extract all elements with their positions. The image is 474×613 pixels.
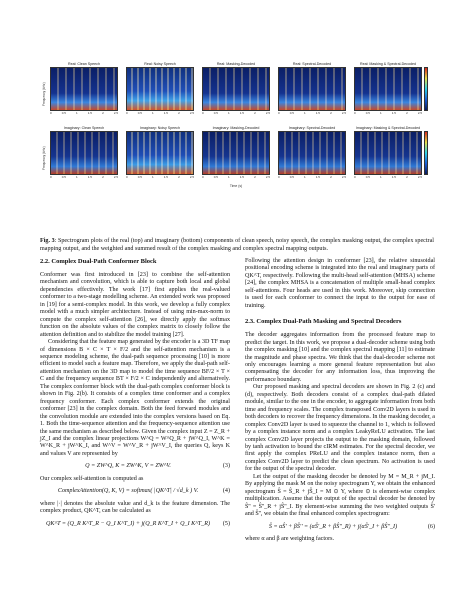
panel-title: Real: Masking & Spectral-Decoded [360, 62, 416, 66]
paragraph: The decoder aggregates information from the processed feature map to predict the target. In this work, we propose a dual-decoder scheme using both the complex masking [10] and the complex spectral mapping [11] to estimate the magnitude and phase spectra. We think that the dual-decoder scheme not only encourages learning a more general feature representation but also compensating the decoder for any information loss, thus improving the performance boundary. [245, 332, 435, 383]
x-tick-label: 1 [76, 175, 78, 179]
spectrogram-panel [278, 126, 346, 180]
colorbar [424, 67, 428, 111]
x-tick-label: 1 [380, 111, 382, 115]
paragraph: Following the attention design in conformer [23], the relative sinusoidal positional encoding scheme is integrated into the real and imaginary parts of QK^T, respectively. Following the multi-head self-attention (MHSA) scheme [24], the complex MHSA is a concatenation of multiple small-head complex self-attentions. Four heads are used in this work. Moreover, skip connection is used for each conformer to connect the input to the output for ease of training. [245, 258, 435, 309]
panel-title: Imaginary: Clean Speech [63, 126, 105, 130]
x-tick-label: 0 [126, 175, 128, 179]
x-tick-label: 1.5 [239, 111, 244, 115]
x-tick-label: 0 [278, 175, 280, 179]
panel-title: Real: Clean Speech [68, 62, 100, 66]
x-tick-label: 2.5 [189, 175, 194, 179]
colorbar [424, 131, 428, 175]
x-tick-row [126, 111, 194, 116]
left-column [40, 258, 230, 533]
x-tick-label: 2 [406, 175, 408, 179]
spectrogram-image [278, 131, 346, 175]
x-tick-label: 2.5 [265, 111, 270, 115]
figure-caption [40, 238, 434, 253]
x-tick-label: 0 [354, 111, 356, 115]
x-tick-label: 0.5 [137, 175, 142, 179]
x-tick-row [354, 111, 422, 116]
x-axis-label: Time (s) [229, 184, 243, 188]
x-tick-label: 2.5 [265, 175, 270, 179]
x-tick-label: 2 [102, 175, 104, 179]
spectrogram-panel [126, 126, 194, 180]
x-tick-label: 1 [152, 175, 154, 179]
panel-title: Imaginary: Spectral-Decoded [288, 126, 336, 130]
section-heading: 2.2. Complex Dual-Path Conformer Block [40, 258, 157, 265]
spectrogram-panel [50, 126, 118, 180]
spectrogram-image [278, 67, 346, 111]
spectrogram-figure [40, 62, 434, 232]
equation-body: ComplexAttention(Q, K, V) = softmax( |QK^T| / √d_k ) V. [57, 488, 199, 495]
x-tick-row [278, 111, 346, 116]
paragraph: Let the output of the masking decoder be denoted by M = M_R + jM_I. By applying the mask M on the noisy spectrogram Y, we obtain the enhanced spectrogram Ŝ = Ŝ_R + jŜ_I = M ⊙ Y, where ⊙ is element-wise complex multiplication. Assume that the output of the spectral decoder be denoted by Ŝ'' = Ŝ''_R + jŜ''_I. By element-wise summing the two weighted outputs Ŝ' and Ŝ'', we obtain the final enhanced complex spectrogram: [245, 473, 435, 518]
x-tick-label: 2.5 [341, 175, 346, 179]
equation-number: (3) [222, 463, 230, 470]
x-tick-row [354, 175, 422, 180]
spectrogram-panel [202, 62, 270, 116]
right-column [245, 258, 435, 543]
x-tick-label: 1.5 [391, 175, 396, 179]
panel-title: Real: Spectral-Decoded [292, 62, 332, 66]
x-tick-label: 2.5 [417, 175, 422, 179]
y-axis-label: Frequency (kHz) [42, 146, 46, 170]
equation-number: (5) [222, 520, 230, 527]
section-heading: 2.3. Complex Dual-Path Masking and Spectral Decoders [245, 318, 402, 326]
equation-6 [245, 524, 435, 531]
x-tick-label: 1 [380, 175, 382, 179]
equation-number: (4) [222, 488, 230, 495]
spectrogram-panel [354, 62, 422, 116]
x-tick-label: 0.5 [289, 175, 294, 179]
panel-title: Imaginary: Masking-Decoded [212, 126, 260, 130]
x-tick-label: 1.5 [315, 111, 320, 115]
equation-body: Ŝ = αŜ' + βŜ'' = (αŜ'_R + βŜ''_R) + j(αŜ'_I + βŜ''_I) [268, 523, 398, 530]
caption-text: : Spectrogram plots of the real (top) and imaginary (bottom) components of clean speech, noisy speech, the complex masking output, the complex spectral mapping output, and the weighted and summed result of the complex masking and complex spectral mapping outputs. [40, 238, 434, 252]
spectrogram-image [126, 67, 194, 111]
x-tick-label: 1.5 [391, 111, 396, 115]
equation-body: Q = ZW^Q, K = ZW^K, V = ZW^V. [85, 463, 171, 470]
x-tick-label: 0 [202, 111, 204, 115]
x-tick-label: 0.5 [61, 175, 66, 179]
equation-body: QK^T = (Q_R K^T_R − Q_I K^T_I) + j(Q_R K^T_I + Q_I K^T_R) [46, 520, 210, 527]
paragraph: Considering that the feature map generated by the encoder is a 3D TF map of dimensions B × C × T × F/2 and the self-attention mechanism is a sequence modeling scheme, the dual-path sequence processing [10] is more efficient to model such a feature map. Therefore, we apply the dual-path self-attention mechanism on the 3D map to model the time sequence BF/2 × T × C and the frequency sequence BT × F/2 × C independently and alternatively. The complex conformer block with the dual-path complex conformer block is shown in Fig. 2(b). It consists of a complex time conformer and a complex frequency conformer. Each complex conformer extends the original conformer [23] in the complex domain. Both the feed forward modules and the convolution module are extended into the complex versions based on Eq. 1. Both the time-sequence attention and the frequency-sequence attention use the same mechanism as described below. Given the complex input Z = Z_R + jZ_I and the complex linear projections W^Q = W^Q_R + jW^Q_I, W^K = W^K_R + jW^K_I, and W^V = W^V_R + jW^V_I, the queries Q, keys K and values V are represented by [40, 339, 230, 457]
x-tick-label: 1.5 [315, 175, 320, 179]
spectrogram-panel [354, 126, 422, 180]
spectrogram-image [50, 131, 118, 175]
x-tick-label: 1.5 [163, 175, 168, 179]
x-tick-label: 1.5 [87, 111, 92, 115]
spectrogram-image [354, 131, 422, 175]
x-tick-label: 1 [304, 175, 306, 179]
x-tick-label: 2 [254, 111, 256, 115]
x-tick-label: 2 [178, 175, 180, 179]
x-tick-label: 2.5 [189, 111, 194, 115]
x-tick-row [278, 175, 346, 180]
spectrogram-image [126, 131, 194, 175]
x-tick-label: 1 [152, 111, 154, 115]
panel-title: Imaginary: Noisy Speech [140, 126, 180, 130]
x-tick-label: 2 [102, 111, 104, 115]
x-tick-label: 2 [178, 111, 180, 115]
panel-title: Real: Noisy Speech [144, 62, 176, 66]
paragraph: where |·| denotes the absolute value and d_k is the feature dimension. The complex product, QK^T, can be calculated as [40, 500, 230, 515]
x-tick-label: 1.5 [163, 111, 168, 115]
paragraph: Our proposed masking and spectral decoders are shown in Fig. 2 (c) and (d), respectively. Both decoders consist of a complex dual-path dilated module, similar to the one in the encoder, to aggregate information from both time and frequency scales. The complex transposed Conv2D layers is used in both decoders to recover the frequency dimensions. In the masking decoder, a complex Conv2D layer is used to squeeze the channel to 1, which is followed by a complex instance norm and a complex LeakyReLU activation. The last complex Conv2D layer projects the output to the masking domain, followed by tanh activation to bound the cIRM estimates. For the spectral decoder, we first apply the complex PReLU and the complex instance norm, then a complex Conv2D layer to predict the clean spectrum. No activation is used for the output of the spectral decoder. [245, 384, 435, 473]
x-tick-label: 0 [278, 111, 280, 115]
spectrogram-panel [50, 62, 118, 116]
spectrogram-panel [202, 126, 270, 180]
x-tick-row [50, 111, 118, 116]
x-tick-label: 2.5 [341, 111, 346, 115]
spectrogram-image [354, 67, 422, 111]
equation-4 [40, 488, 230, 495]
equation-5 [40, 521, 230, 528]
x-tick-label: 2.5 [417, 111, 422, 115]
spectrogram-panel [126, 62, 194, 116]
x-tick-label: 0.5 [365, 175, 370, 179]
x-tick-label: 2 [254, 175, 256, 179]
paragraph: where α and β are weighting factors. [245, 535, 335, 542]
x-tick-label: 2 [406, 111, 408, 115]
paragraph: Conformer was first introduced in [23] to combine the self-attention mechanism and convolution, which is able to capture both local and global dependencies effectively. The work [17] first applies the real-valued conformer to a two-stage modelling scheme. An extended work was proposed in [19] for a semi-complex model. In this work, we develop a fully complex model with a much simpler architecture. Instead of using min-max-norm to compute the complex self-attention [26], we directly apply the softmax function on the absolute values of the complex matrix to closely follow the attention definition and to stabilize the model training [27]. [40, 272, 230, 338]
panel-title: Imaginary: Masking & Spectral-Decoded [355, 126, 421, 130]
x-tick-row [202, 175, 270, 180]
x-tick-label: 1.5 [87, 175, 92, 179]
x-tick-label: 0.5 [289, 111, 294, 115]
panel-title: Real: Masking-Decoded [216, 62, 256, 66]
x-tick-label: 0.5 [365, 111, 370, 115]
x-tick-label: 0 [126, 111, 128, 115]
spectrogram-image [50, 67, 118, 111]
x-tick-label: 2 [330, 175, 332, 179]
x-tick-label: 0 [354, 175, 356, 179]
x-tick-label: 1.5 [239, 175, 244, 179]
x-tick-label: 2.5 [113, 175, 118, 179]
x-tick-label: 1 [228, 111, 230, 115]
x-tick-label: 0.5 [213, 111, 218, 115]
x-tick-label: 1 [76, 111, 78, 115]
x-tick-row [202, 111, 270, 116]
equation-3 [40, 463, 230, 470]
spectrogram-panel [278, 62, 346, 116]
x-tick-label: 1 [304, 111, 306, 115]
spectrogram-image [202, 131, 270, 175]
equation-number: (6) [427, 523, 435, 530]
x-tick-label: 0.5 [213, 175, 218, 179]
x-tick-row [50, 175, 118, 180]
y-axis-label: Frequency (kHz) [42, 82, 46, 106]
x-tick-label: 0.5 [61, 111, 66, 115]
x-tick-label: 0 [50, 175, 52, 179]
x-tick-label: 2.5 [113, 111, 118, 115]
spectrogram-image [202, 67, 270, 111]
caption-prefix: Fig. 3 [40, 238, 55, 244]
x-tick-label: 0 [202, 175, 204, 179]
x-tick-label: 0 [50, 111, 52, 115]
x-tick-label: 0.5 [137, 111, 142, 115]
paragraph: Our complex self-attention is computed as [40, 475, 144, 482]
x-tick-row [126, 175, 194, 180]
x-tick-label: 2 [330, 111, 332, 115]
x-tick-label: 1 [228, 175, 230, 179]
